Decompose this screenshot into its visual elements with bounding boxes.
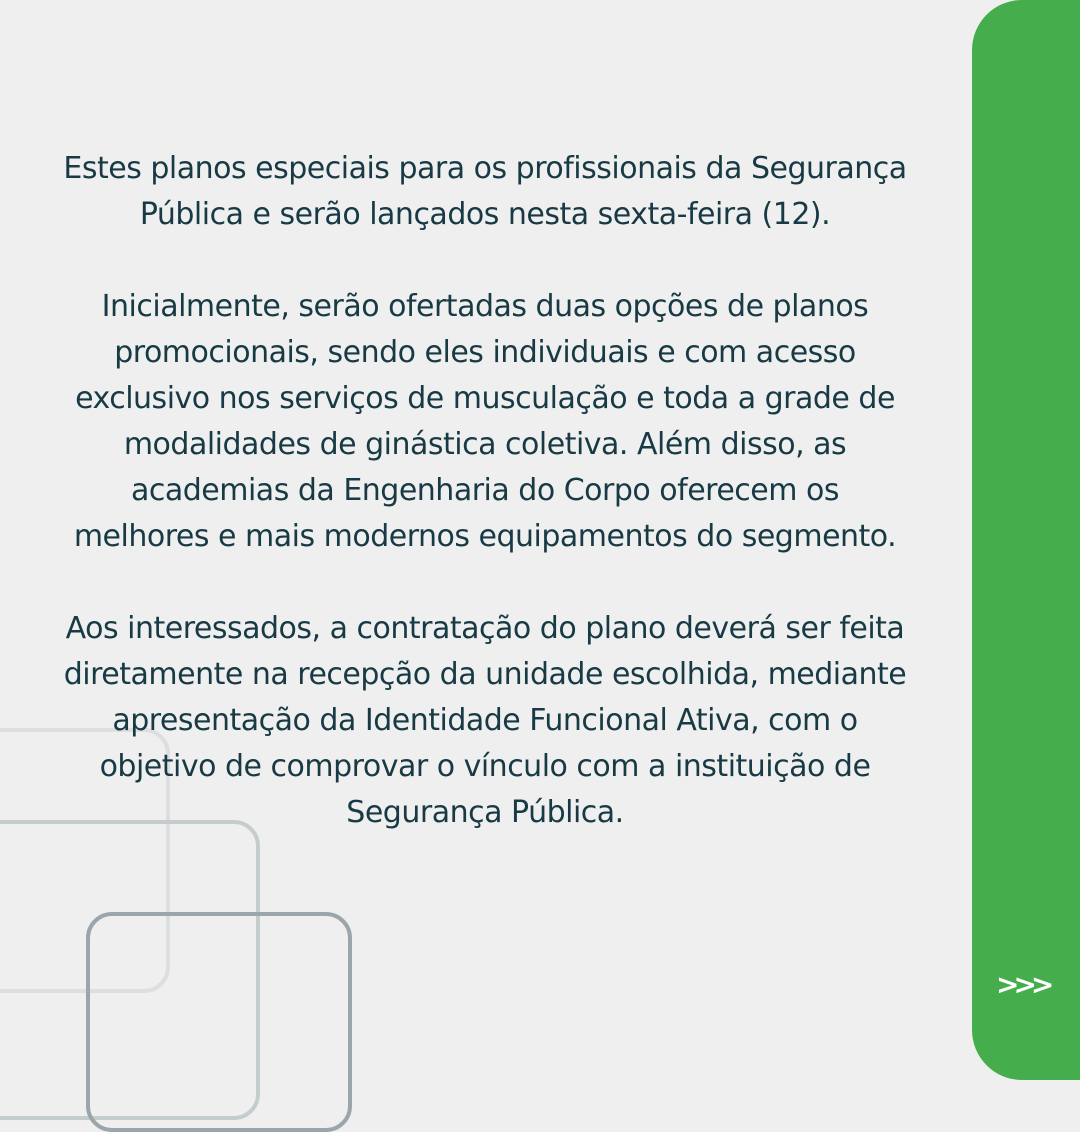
paragraph-intro: Estes planos especiais para os profissionais da Segurança Pública e serão lançados nesta sexta-feira (12). [63, 151, 907, 232]
green-side-panel [972, 0, 1080, 1080]
decorative-square-dark [86, 912, 352, 1132]
paragraph-plans: Inicialmente, serão ofertadas duas opções de planos promocionais, sendo eles individuais e com acesso exclusivo nos serviços de musculação e toda a grade de modalidades de ginástica coletiva. Além disso, as academias da Engenharia do Corpo oferecem os melhores e mais modernos equipamentos do segmento. [73, 289, 897, 554]
main-text [60, 146, 910, 882]
triple-chevron-right-icon[interactable]: >>> [996, 968, 1049, 1001]
paragraph-instructions: Aos interessados, a contratação do plano deverá ser feita diretamente na recepção da unidade escolhida, mediante apresentação da Identidade Funcional Ativa, com o objetivo de comprovar o vínculo com a instituição de Segurança Pública. [63, 611, 907, 830]
